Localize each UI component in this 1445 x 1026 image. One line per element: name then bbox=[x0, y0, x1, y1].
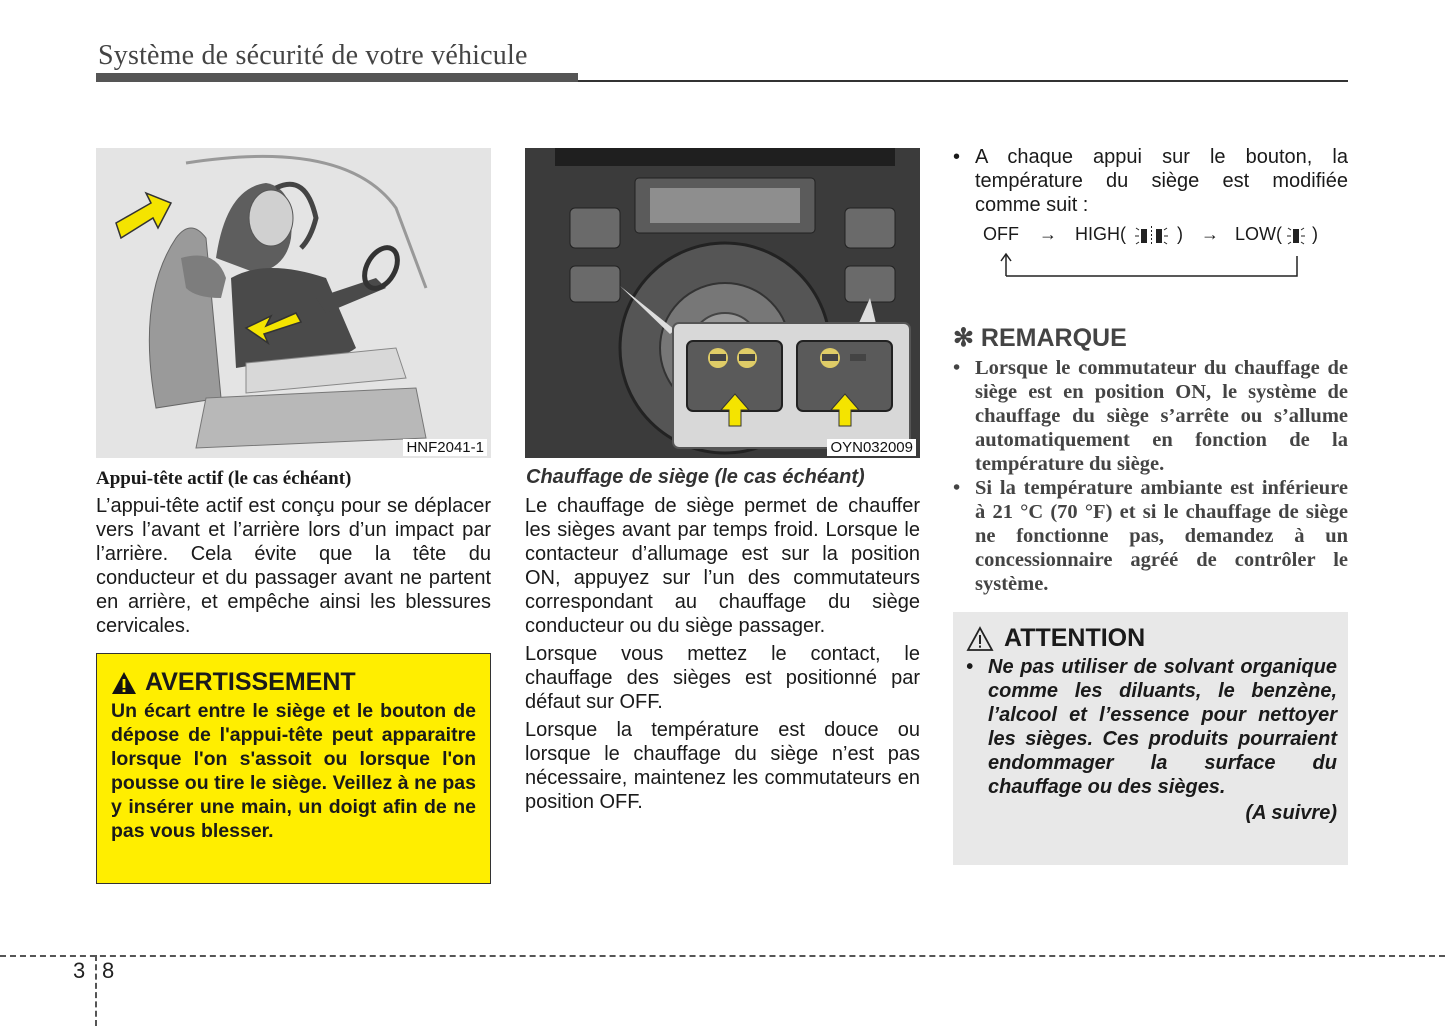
headrest-drawing bbox=[96, 148, 491, 458]
figure-code: HNF2041-1 bbox=[403, 439, 487, 456]
headrest-illustration bbox=[96, 148, 491, 458]
paragraph: Lorsque vous mettez le contact, le chauffage des sièges est positionné par défaut sur OFF. bbox=[525, 643, 920, 713]
cycle-low-label: LOW( bbox=[1235, 224, 1282, 244]
seat-heater-drawing bbox=[525, 148, 920, 458]
cycle-off-label: OFF bbox=[983, 224, 1019, 244]
paragraph: Lorsque la température est douce ou lorsque le chauffage du siège n’est pas nécessaire, maintenez les commutateurs en position OFF. bbox=[525, 719, 920, 813]
remark-heading bbox=[953, 323, 1127, 353]
cycle-arrow: → bbox=[1039, 224, 1057, 244]
list-item: • Lorsque le commutateur du chauffage de siège est en position ON, le système de chauffage du siège s’arrête ou s’allume automatiquement en fonction de la température du siège. bbox=[953, 356, 1348, 476]
warning-triangle-icon bbox=[111, 671, 137, 695]
seat-heater-illustration bbox=[525, 148, 920, 458]
warning-box bbox=[96, 653, 491, 884]
remark-title: REMARQUE bbox=[980, 324, 1127, 352]
paragraph: Le chauffage de siège permet de chauffer les sièges avant par temps froid. Lorsque le contacteur d’allumage est sur la position ON, appuyez sur l’un des commutateurs correspondant au chauffage du siège conducteur ou du siège passager. bbox=[525, 495, 920, 637]
headrest-caption: Appui-tête actif (le cas échéant) bbox=[96, 468, 352, 489]
warning-heading bbox=[111, 668, 476, 697]
attention-box bbox=[953, 612, 1348, 865]
asterisk-icon: ✻ bbox=[953, 324, 974, 352]
attention-list bbox=[966, 655, 1337, 799]
list-item: • Si la température ambiante est inférieure à 21 °C (70 °F) et si le chauffage de siège ne fonctionne pas, demandez à un concessionnaire agréé de contrôler le système. bbox=[953, 476, 1348, 596]
seat-heater-caption: Chauffage de siège (le cas échéant) bbox=[526, 466, 865, 488]
header-bar bbox=[96, 73, 578, 82]
temperature-cycle-bullet bbox=[953, 145, 1348, 217]
page-number: 8 bbox=[102, 958, 115, 983]
footer-dashed-rule bbox=[0, 955, 1445, 957]
page-header-title: Système de sécurité de votre véhicule bbox=[98, 40, 528, 71]
header-rule bbox=[578, 80, 1348, 82]
remark-list bbox=[953, 356, 1348, 596]
cycle-return-arrow bbox=[997, 252, 1299, 278]
seat-heater-description bbox=[525, 494, 920, 818]
cycle-close-paren: ) bbox=[1312, 224, 1318, 244]
chapter-number: 3 bbox=[73, 958, 86, 983]
warning-text: Un écart entre le siège et le bouton de dépose de l'appui-tête peut apparaitre lorsque l'on s'assoit ou lorsque l'on pousse ou tire le siège. Veillez à ne pas y insérer une main, un doigt afin de ne pas vous blesser. bbox=[111, 700, 476, 842]
warning-title: AVERTISSEMENT bbox=[145, 668, 356, 696]
attention-title: ATTENTION bbox=[1004, 624, 1146, 652]
attention-heading bbox=[966, 624, 1337, 653]
headrest-description: L’appui-tête actif est conçu pour se déplacer vers l’avant et l’arrière lors d’un impact par l’arrière. Cela évite que la tête du conducteur et du passager avant ne partent en arrière, et empêche ainsi les blessures cervicales. bbox=[96, 495, 491, 637]
temperature-cycle-diagram bbox=[983, 224, 1343, 280]
heater-high-icon bbox=[1133, 224, 1171, 248]
footer-dashed-divider bbox=[95, 955, 97, 1026]
list-item: • Ne pas utiliser de solvant organique comme les diluants, le benzène, l’alcool et l’essence pour nettoyer les sièges. Ces produits pourraient endommager la surface du chauffage ou des sièges. bbox=[966, 655, 1337, 799]
cycle-high-label: HIGH( bbox=[1075, 224, 1126, 244]
heater-low-icon bbox=[1285, 224, 1307, 248]
cycle-arrow: → bbox=[1201, 224, 1219, 244]
list-item: • A chaque appui sur le bouton, la température du siège est modifiée comme suit : bbox=[953, 145, 1348, 217]
caution-triangle-icon bbox=[966, 626, 994, 652]
cycle-close-paren: ) bbox=[1177, 224, 1183, 244]
continued-note: (A suivre) bbox=[1245, 802, 1337, 824]
figure-code: OYN032009 bbox=[827, 439, 916, 456]
